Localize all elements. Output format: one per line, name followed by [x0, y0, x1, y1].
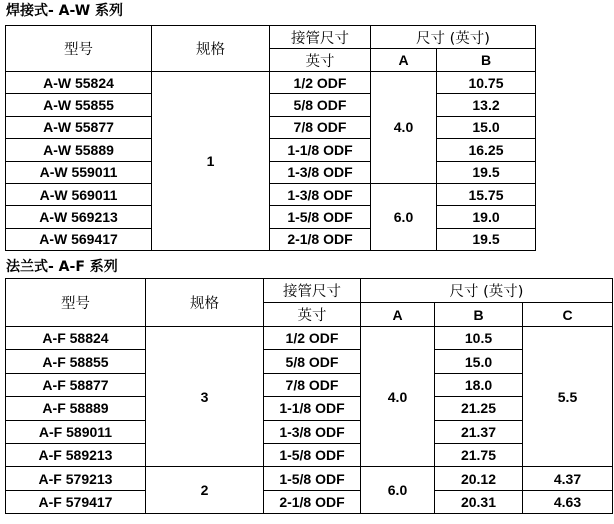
b-cell: 15.0	[435, 350, 523, 373]
table-row	[6, 350, 613, 373]
spec-cell: 3	[146, 327, 264, 467]
model-cell: A-F 589213	[6, 443, 146, 466]
pipe-cell: 1-5/8 ODF	[270, 206, 371, 228]
table-row	[6, 373, 613, 396]
table-row	[6, 228, 536, 250]
pipe-cell: 1/2 ODF	[270, 72, 371, 94]
b-cell: 21.37	[435, 420, 523, 443]
model-cell: A-W 569011	[6, 183, 152, 205]
pipe-cell: 1-1/8 ODF	[264, 397, 361, 420]
pipe-cell: 1-3/8 ODF	[270, 161, 371, 183]
pipe-cell: 1-3/8 ODF	[270, 183, 371, 205]
b-cell: 18.0	[435, 373, 523, 396]
table-row	[6, 94, 536, 116]
aw-series-table	[5, 25, 536, 251]
table-row	[6, 420, 613, 443]
b-cell: 10.5	[435, 327, 523, 350]
model-cell: A-F 579417	[6, 490, 146, 513]
header-pipe-size: 接管尺寸	[264, 279, 361, 303]
b-cell: 16.25	[437, 139, 536, 161]
pipe-cell: 2-1/8 ODF	[270, 228, 371, 250]
spec-cell: 2	[146, 467, 264, 514]
model-cell: A-W 569417	[6, 228, 152, 250]
header-dimensions: 尺寸 (英寸)	[361, 279, 613, 303]
b-cell: 20.12	[435, 467, 523, 490]
table2-title: 法兰式- A-F 系列	[6, 259, 118, 275]
header-dimensions: 尺寸 (英寸)	[371, 26, 536, 49]
pipe-cell: 1-5/8 ODF	[264, 443, 361, 466]
table-row	[6, 183, 536, 205]
header-pipe-unit: 英寸	[270, 49, 371, 72]
model-cell: A-F 58855	[6, 350, 146, 373]
c-cell: 5.5	[523, 327, 613, 467]
pipe-cell: 7/8 ODF	[264, 373, 361, 396]
model-cell: A-F 589011	[6, 420, 146, 443]
table-row	[6, 161, 536, 183]
header-spec: 规格	[152, 26, 270, 72]
pipe-cell: 1-5/8 ODF	[264, 467, 361, 490]
pipe-cell: 1/2 ODF	[264, 327, 361, 350]
b-cell: 10.75	[437, 72, 536, 94]
model-cell: A-F 58824	[6, 327, 146, 350]
b-cell: 21.75	[435, 443, 523, 466]
header-model: 型号	[6, 26, 152, 72]
table-row	[6, 443, 613, 466]
pipe-cell: 1-1/8 ODF	[270, 139, 371, 161]
a-cell: 4.0	[361, 327, 435, 467]
b-cell: 15.0	[437, 116, 536, 138]
c-cell: 4.63	[523, 490, 613, 513]
pipe-cell: 2-1/8 ODF	[264, 490, 361, 513]
pipe-cell: 5/8 ODF	[270, 94, 371, 116]
header-b: B	[437, 49, 536, 72]
header-pipe-size: 接管尺寸	[270, 26, 371, 49]
header-a: A	[361, 303, 435, 327]
model-cell: A-W 55889	[6, 139, 152, 161]
b-cell: 15.75	[437, 183, 536, 205]
table-row	[6, 397, 613, 420]
b-cell: 19.5	[437, 228, 536, 250]
table-row	[6, 490, 613, 513]
c-cell: 4.37	[523, 467, 613, 490]
header-c: C	[523, 303, 613, 327]
model-cell: A-W 569213	[6, 206, 152, 228]
header-model: 型号	[6, 279, 146, 327]
model-cell: A-W 55855	[6, 94, 152, 116]
table-row	[6, 72, 536, 94]
model-cell: A-W 55824	[6, 72, 152, 94]
a-cell: 6.0	[371, 183, 437, 250]
header-pipe-unit: 英寸	[264, 303, 361, 327]
table-row	[6, 327, 613, 350]
pipe-cell: 5/8 ODF	[264, 350, 361, 373]
table1-title: 焊接式- A-W 系列	[6, 3, 124, 19]
header-a: A	[371, 49, 437, 72]
table-row	[6, 139, 536, 161]
a-cell: 6.0	[361, 467, 435, 514]
b-cell: 19.0	[437, 206, 536, 228]
table-row	[6, 467, 613, 490]
b-cell: 13.2	[437, 94, 536, 116]
a-cell: 4.0	[371, 72, 437, 184]
model-cell: A-F 58889	[6, 397, 146, 420]
pipe-cell: 7/8 ODF	[270, 116, 371, 138]
header-b: B	[435, 303, 523, 327]
model-cell: A-F 58877	[6, 373, 146, 396]
b-cell: 20.31	[435, 490, 523, 513]
b-cell: 21.25	[435, 397, 523, 420]
model-cell: A-W 559011	[6, 161, 152, 183]
model-cell: A-F 579213	[6, 467, 146, 490]
pipe-cell: 1-3/8 ODF	[264, 420, 361, 443]
header-spec: 规格	[146, 279, 264, 327]
table-row	[6, 206, 536, 228]
spec-cell: 1	[152, 72, 270, 251]
model-cell: A-W 55877	[6, 116, 152, 138]
b-cell: 19.5	[437, 161, 536, 183]
af-series-table	[5, 278, 613, 514]
table-row	[6, 116, 536, 138]
